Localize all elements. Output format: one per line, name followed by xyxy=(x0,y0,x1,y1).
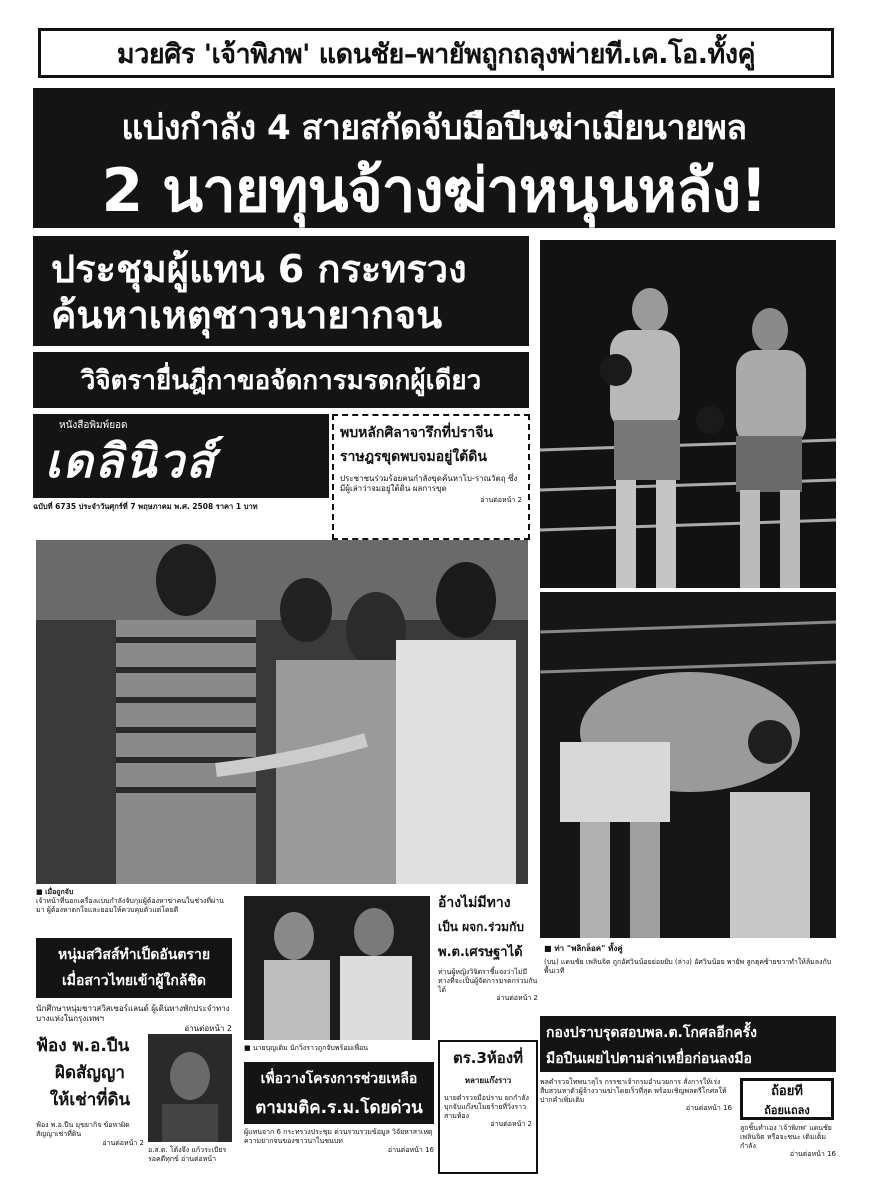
top-banner xyxy=(38,28,834,78)
suspects-caption-bullet: ■ xyxy=(244,1044,253,1052)
suspects-caption xyxy=(244,1044,434,1053)
boxing-caption xyxy=(544,944,834,1008)
masthead xyxy=(33,414,329,498)
project-title2: ตามมติค.ร.ม.โดยด่วน xyxy=(255,1098,423,1118)
archaeology-title1: พบหลักศิลาจารึกที่ปราจีน xyxy=(340,425,494,441)
suspects-art xyxy=(244,896,430,1040)
corner-more: อ่านต่อหน้า 16 xyxy=(789,1150,836,1159)
boxing-photo-top xyxy=(540,240,836,588)
corner-logo-line1: ถ้อยที xyxy=(771,1083,803,1099)
impossible-title1: อ้างไม่มีทาง xyxy=(438,895,511,911)
project-story-body xyxy=(244,1128,434,1154)
third-headline xyxy=(33,352,529,408)
danger-body: นักศึกษาหนุ่มชาวสวิสเซอร์แลนด์ ผู้เดินทางพักประจำทางบางแห่งในกรุงเทพฯ xyxy=(36,1004,230,1023)
archaeology-more: อ่านต่อหน้า 2 xyxy=(480,496,522,504)
three-rooms-story xyxy=(438,1040,538,1174)
headline-line2: 2 นายทุนจ้างฆ่าหนุนหลัง! xyxy=(101,156,767,226)
general-more: อ่านต่อหน้า 16 xyxy=(685,1104,732,1113)
project-story-header xyxy=(244,1062,434,1124)
portrait-photo xyxy=(148,1034,232,1142)
danger-story-header xyxy=(36,938,232,998)
corner-body: ลูกชิ้นทำเอง 'เจ้าพิภพ' แดนชัยเพลินจิต หรือจะชนะ เติมเต็มกำลัง xyxy=(740,1124,832,1150)
danger-story-body xyxy=(36,1004,232,1034)
project-body: ผู้แทนจาก 6 กระทรวงประชุม ด่วนรวบรวมข้อมูล วิจัยหาสาเหตุความยากจนของชาวนาในชนบท xyxy=(244,1128,433,1145)
arrest-caption xyxy=(36,888,232,934)
boxing-top-art xyxy=(540,240,836,588)
impossible-story xyxy=(438,892,538,1032)
arrest-caption-bullet: ■ xyxy=(36,888,46,896)
corner-story xyxy=(740,1124,836,1159)
arrest-caption-title: เมื่อถูกจับ xyxy=(45,888,74,896)
project-title1: เพื่อวางโครงการช่วยเหลือ xyxy=(260,1071,418,1087)
impossible-more: อ่านต่อหน้า 2 xyxy=(496,994,538,1003)
sue-story xyxy=(36,1032,144,1182)
three-rooms-body: นายตำรวจมือปราบ ยกกำลังบุกจับแก๊งขโมยร้ายที่วิ่งราวสามห้อง xyxy=(444,1094,529,1120)
boxing-caption-title: ท่า "พลิกล็อค" ทั้งคู่ xyxy=(554,944,623,953)
sue-body: ฟ้อง พ.อ.ปืน มุขยากิจ ข้อหาผิดสัญญาเช่าที่ดิน xyxy=(36,1121,130,1138)
corner-logo xyxy=(740,1078,834,1120)
suspects-photo xyxy=(244,896,430,1040)
sue-title2: ผิดสัญญา xyxy=(55,1063,125,1083)
sub-headline xyxy=(33,236,529,346)
danger-title2: เมื่อสาวไทยเข้าผู้ใกล้ชิด xyxy=(61,973,207,989)
danger-more: อ่านต่อหน้า 2 xyxy=(184,1024,232,1033)
boxing-bottom-art xyxy=(540,592,836,938)
third-headline-text: วิจิตรายื่นฎีกาขอจัดการมรดกผู้เดียว xyxy=(80,365,482,396)
top-banner-text: มวยศิร 'เจ้าพิภพ' แดนชัย–พายัพถูกถลุงพ่ายที.เค.โอ.ทั้งคู่ xyxy=(116,38,756,70)
impossible-title3: พ.ต.เศรษฐาได้ xyxy=(438,945,523,960)
archaeology-body: ประชาชนร่วมร้อยคนกำลังขุดค้นหาโบ-ราณวัตถุ ซึ่งมีผู้เล่าว่าจมอยู่ใต้ดิน ผลการขุด xyxy=(340,474,518,493)
danger-title1: หนุ่มสวิสส์ทำเป็ดอันตราย xyxy=(57,947,211,963)
boxing-photo-bottom xyxy=(540,592,836,938)
general-story-header xyxy=(540,1016,836,1072)
sub-headline-line2: ค้นหาเหตุชาวนายากจน xyxy=(51,293,443,337)
general-story-body xyxy=(540,1078,732,1113)
general-body: พลตำรวจโทพนาลุไร กรรชาเจ้ากรมอำนวยการ สั่งการให้เร่งสืบสวนหาตัวผู้จ้างวานฆ่าโดยเร็วที่สุด พร้อมเชิญพลตรีโกศลให้ปากคำเพิ่มเติม xyxy=(540,1078,727,1104)
portrait-caption: อ.ส.ต. โต้งจึง แก้วระเบียร รอคดีทุกข์ อ่านต่อหน้า xyxy=(148,1146,227,1163)
arrest-photo xyxy=(36,540,528,884)
sue-more: อ่านต่อหน้า 2 xyxy=(102,1138,144,1147)
impossible-body: ท่านผู้หญิงวิจิตราชี้แจงว่าไม่มีทางที่จะเป็นผู้จัดการมรดกร่วมกันได้ xyxy=(438,968,538,994)
boxing-caption-body: (บน) แดนชัย เพลินจิต ถูกอัศวินน้อยย่อยยับ (ล่าง) อัศวินน้อย พายัพ ลูกฮุคซ้ายขวาทำให้ล้มลงกับพื้นเวที xyxy=(544,958,832,975)
arrest-caption-body: เจ้าหน้าที่นอกเครื่องแบบกำลังจับกุมผู้ต้องหาฆ่าคนในช่วงที่ผ่านมา ผู้ต้องหาตกใจและยอมให้ควบคุมตัวแต่โดยดี xyxy=(36,896,224,914)
suspects-caption-text: นายบุญเติม นักวิ่งราวถูกจับพร้อมเพื่อน xyxy=(252,1044,369,1052)
project-more: อ่านต่อหน้า 16 xyxy=(387,1145,434,1154)
portrait-art xyxy=(148,1034,232,1142)
archaeology-title2: ราษฎรขุดพบจมอยู่ใต้ดิน xyxy=(340,449,487,465)
headline-line1: แบ่งกำลัง 4 สายสกัดจับมือปืนฆ่าเมียนายพล xyxy=(121,108,747,148)
archaeology-story xyxy=(332,414,530,540)
general-title2: มือปืนเผยไปตามล่าเหยื่อก่อนลงมือ xyxy=(546,1051,752,1067)
corner-logo-line2: ถ้อยแถลง xyxy=(764,1103,810,1117)
boxing-caption-bullet: ■ xyxy=(544,944,555,953)
sub-headline-line1: ประชุมผู้แทน 6 กระทรวง xyxy=(51,247,467,291)
sue-title3: ให้เช่าที่ดิน xyxy=(49,1090,131,1110)
three-rooms-more: อ่านต่อหน้า 2 xyxy=(490,1120,532,1129)
masthead-name: เดลินิวส์ xyxy=(45,434,217,488)
arrest-photo-art xyxy=(36,540,528,884)
masthead-kicker: หนังสือพิมพ์ยอด xyxy=(59,420,128,431)
sue-title1: ฟ้อง พ.อ.ปืน xyxy=(36,1036,130,1056)
impossible-title2: เป็น ผจก.ร่วมกับ xyxy=(438,920,524,934)
general-title1: กองปราบรุดสอบพล.ต.โกศลอีกครั้ง xyxy=(546,1025,757,1041)
main-headline xyxy=(33,88,835,228)
masthead-issue-info: ฉบับที่ 6735 ประจำวันศุกร์ที่ 7 พฤษภาคม พ.ศ. 2508 ราคา 1 บาท xyxy=(33,502,258,511)
three-rooms-subtitle: หลายแก๊งราว xyxy=(464,1076,512,1085)
three-rooms-title: ตร.3ห้องที่ xyxy=(452,1049,524,1067)
